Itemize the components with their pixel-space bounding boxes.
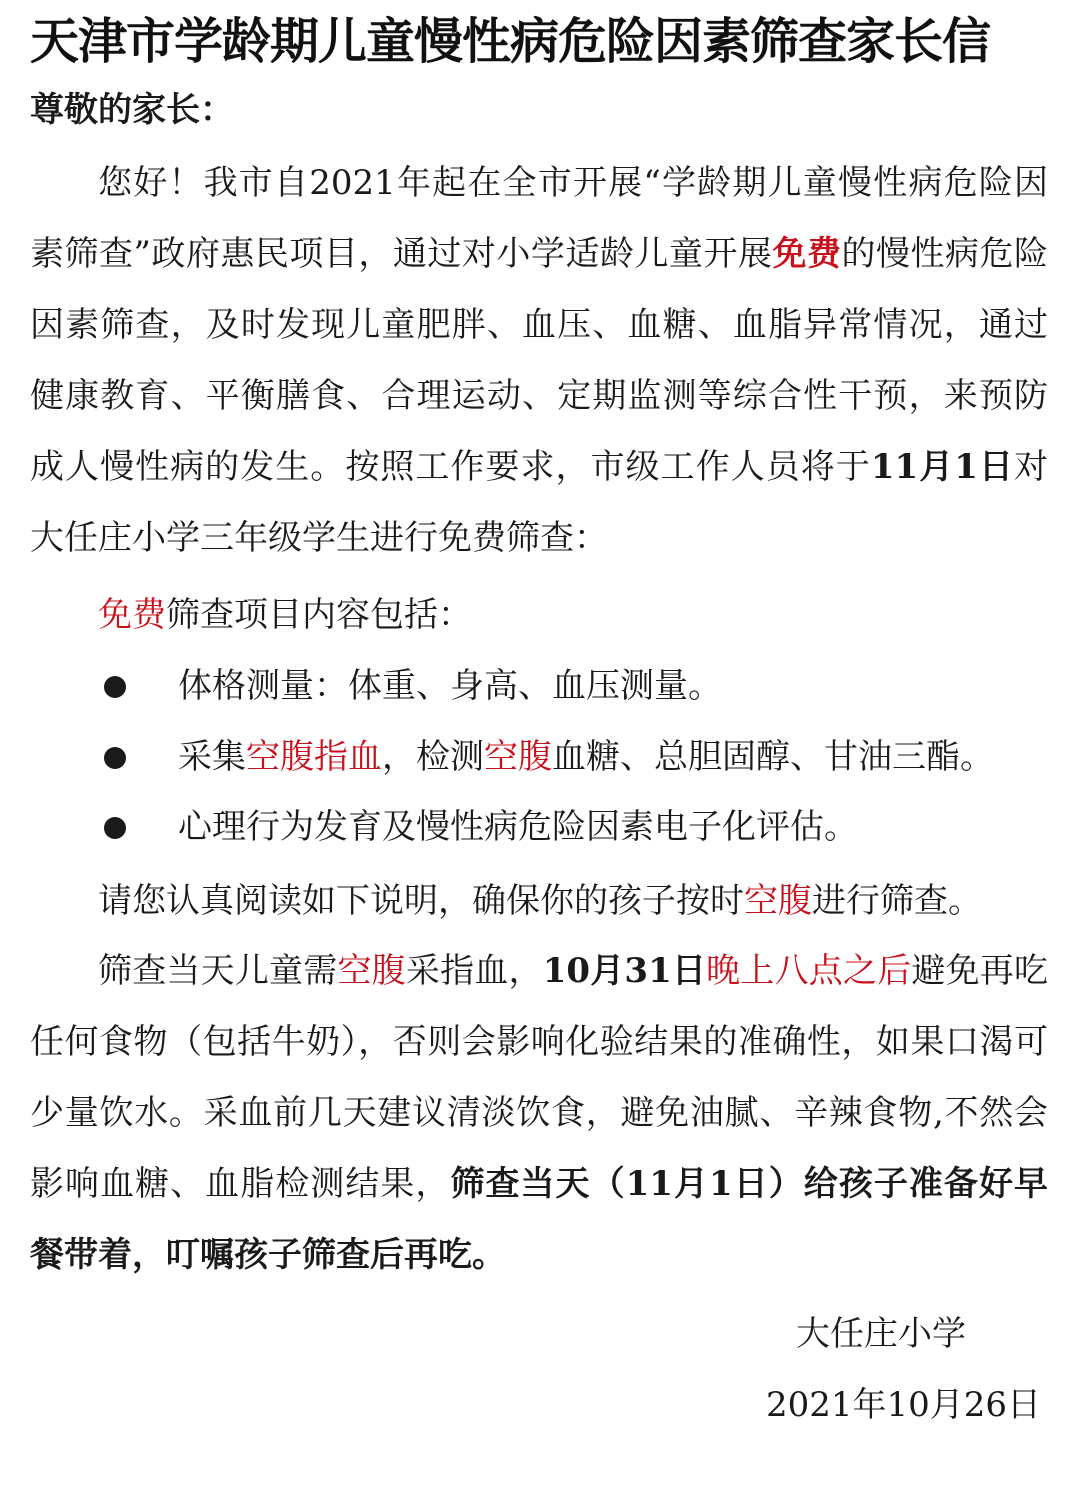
intro-text-2: 的慢性病危险因素筛查，及时发现儿童肥胖、血压、血糖、血脂异常情况，通过健康教育、平衡膳食、合理运动、定期监测等综合性干预，来预防成人慢性病的发生。按照工作要求，市级工作人员将于: [30, 234, 1049, 487]
details-text-2: 采指血，: [405, 951, 543, 991]
bullet-item-physical: [104, 656, 1064, 716]
bullet-text-a: 采集: [178, 737, 246, 777]
bullet-text-b: ，检测: [382, 737, 484, 777]
fasting-highlight: 空腹: [484, 737, 552, 777]
bullet-item-blood: [104, 727, 1064, 787]
intro-paragraph: [30, 148, 1048, 574]
details-text-1: 筛查当天儿童需: [98, 951, 338, 991]
bullet-text: 体格测量：体重、身高、血压测量。: [178, 666, 722, 706]
free-highlight: 免费: [772, 234, 842, 274]
bullet-text-c: 血糖、总胆固醇、甘油三酯。: [552, 737, 994, 777]
fasting-details-paragraph: [30, 936, 1048, 1291]
instruction-paragraph: [30, 866, 1048, 937]
bullet-text: 心理行为发育及慢性病危险因素电子化评估。: [178, 807, 858, 847]
intro-text-1: 您好！我市自2021年起在全市开展“学龄期儿童慢性病危险因素筛查”政府惠民项目，通过对小学适龄儿童开展: [30, 163, 1048, 274]
instruction-text-1: 请您认真阅读如下说明，确保你的孩子按时: [98, 881, 744, 921]
bullet-dot-icon: [104, 747, 126, 769]
instruction-text-2: 进行筛查。: [812, 881, 982, 921]
fasting-start-date: 10月31日: [542, 951, 707, 991]
letter-title: 天津市学龄期儿童慢性病危险因素筛查家长信: [30, 12, 991, 70]
bullet-dot-icon: [104, 817, 126, 839]
items-intro-paragraph: [30, 580, 1048, 651]
bullet-text: [178, 727, 994, 787]
breakfast-reminder: 筛查当天（11月1日）给孩子准备好早餐带着，叮嘱孩子筛查后再吃。: [30, 1164, 1048, 1275]
signature-school: 大任庄小学: [796, 1314, 966, 1354]
intro-text-3: 对大任庄小学三年级学生进行免费筛查：: [30, 447, 1048, 558]
after-8pm-highlight: 晚上八点之后: [706, 951, 912, 991]
fasting-highlight-2: 空腹: [744, 881, 812, 921]
screening-date: 11月1日: [870, 447, 1014, 487]
details-text-3: 避免再吃任何食物（包括牛奶），否则会影响化验结果的准确性，如果口渴可少量饮水。采血前几天建议清淡饮食，避免油腻、辛辣食物,不然会影响血糖、血脂检测结果，: [30, 951, 1049, 1204]
fasting-finger-blood-highlight: 空腹指血: [246, 737, 382, 777]
signature-date: 2021年10月26日: [766, 1385, 1042, 1425]
bullet-dot-icon: [104, 676, 126, 698]
salutation: 尊敬的家长：: [30, 90, 234, 130]
items-intro-text: 筛查项目内容包括：: [166, 595, 472, 635]
fasting-highlight-3: 空腹: [337, 951, 406, 991]
free-highlight-2: 免费: [98, 595, 166, 635]
bullet-item-assessment: [104, 797, 1064, 857]
